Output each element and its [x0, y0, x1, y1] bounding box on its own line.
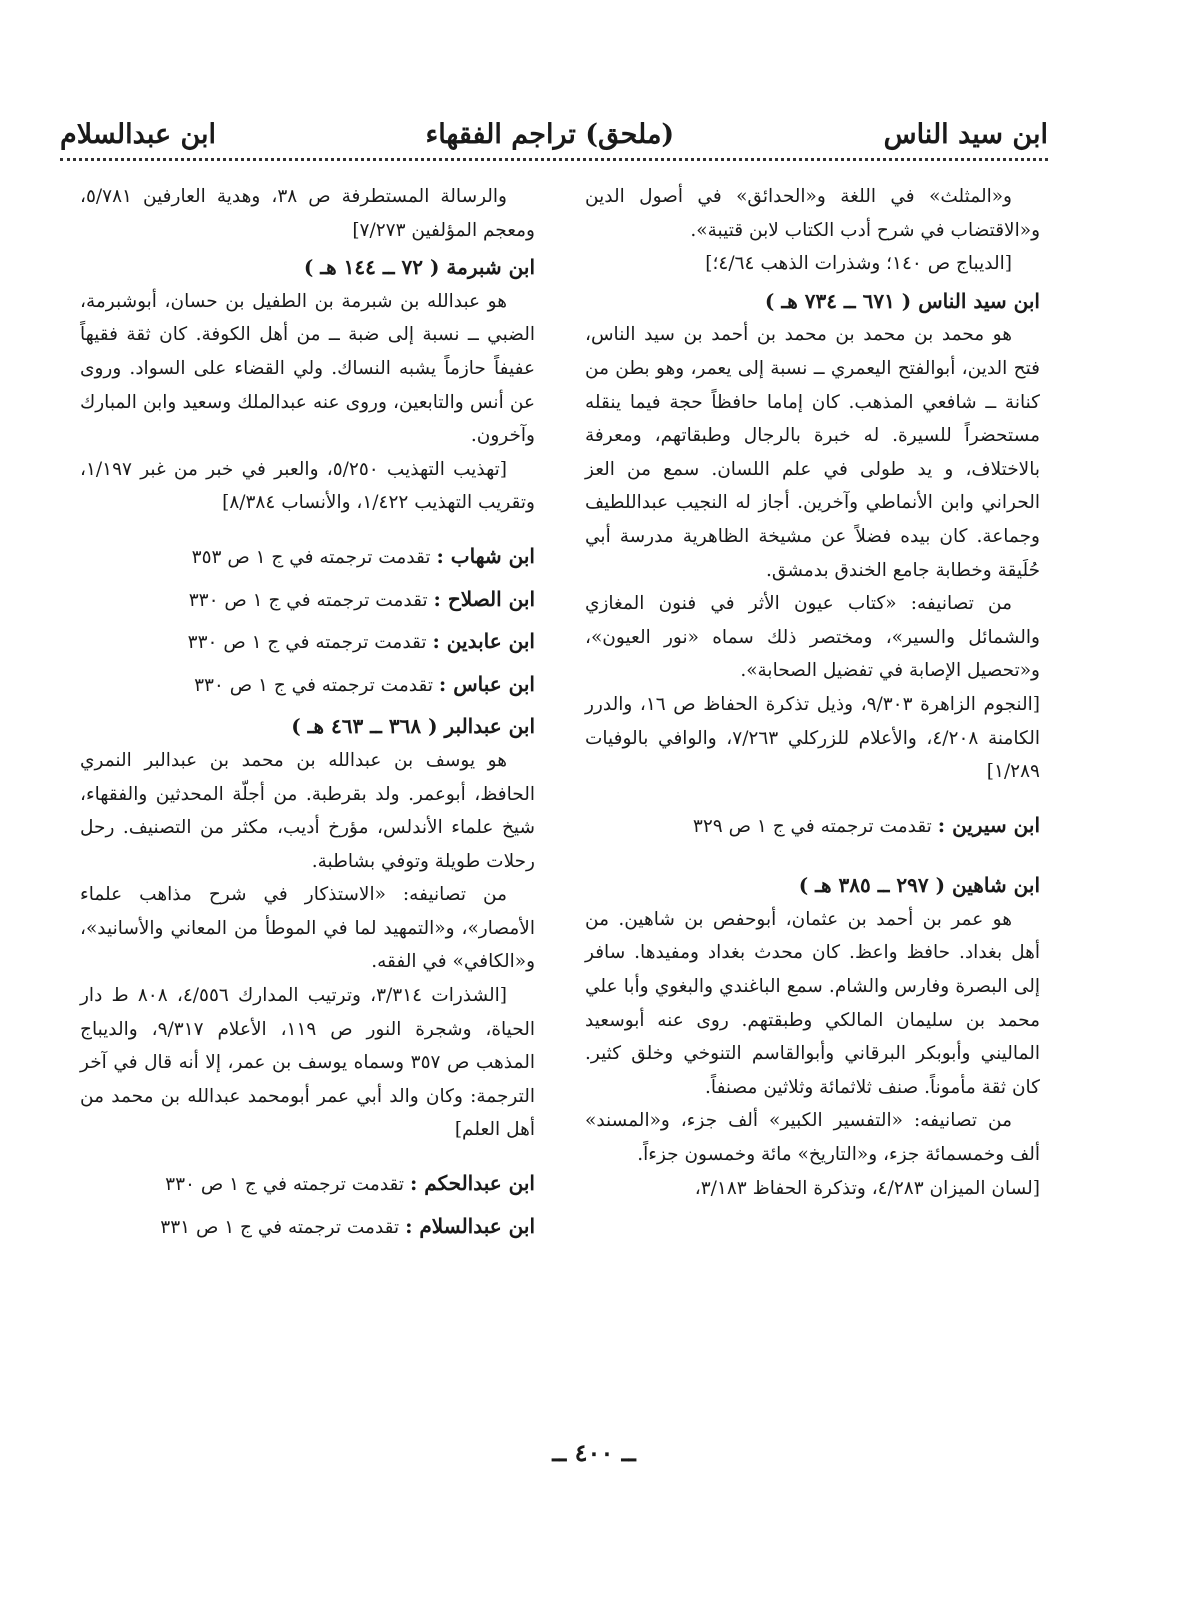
running-header [60, 100, 1048, 161]
cross-reference-text: تقدمت ترجمته في ج ١ ص ٣٣٠ [187, 632, 427, 654]
left-column [80, 180, 535, 1252]
entry-works: من تصانيفه: «التفسير الكبير» ألف جزء، و«المسند» ألف وخمسمائة جزء، و«التاريخ» مائة وخمسون جزءاً. [585, 1110, 1040, 1166]
header-center-title: (ملحق) تراجم الفقهاء [425, 119, 675, 150]
entry-heading-ibn-shahin: ابن شاهين ( ٢٩٧ ــ ٣٨٥ هـ ) [798, 873, 1040, 898]
cross-reference-text: تقدمت ترجمته في ج ١ ص ٣٣١ [160, 1216, 400, 1238]
cross-reference-name: ابن عابدين : [432, 629, 535, 654]
reference-note: [الشذرات ٣/٣١٤، وترتيب المدارك ٤/٥٥٦، ٨٠٨ ط دار الحياة، وشجرة النور ص ١١٩، الأعلام ٩/٣١٧، والديباج المذهب ص ٣٥٧ وسماه يوسف بن عمر، إلا أنه قال في آخر الترجمة: وكان والد أبي عمر أبومحمد عبدالله بن محمد من أهل العلم] [80, 985, 535, 1141]
entry-heading-ibn-shubruma: ابن شبرمة ( ٧٢ ــ ١٤٤ هـ ) [303, 255, 535, 280]
cross-reference-name: ابن عبدالحكم : [409, 1171, 535, 1196]
cross-reference-ibn-sirin [585, 809, 1040, 844]
cross-reference-name: ابن عبدالسلام : [405, 1213, 535, 1238]
reference-note: [لسان الميزان ٤/٢٨٣، وتذكرة الحفاظ ٣/١٨٣، [694, 1177, 1040, 1199]
reference-note: [تهذيب التهذيب ٥/٢٥٠، والعبر في خبر من غبر ١/١٩٧، وتقريب التهذيب ١/٤٢٢، والأنساب ٨/٣٨٤] [80, 458, 535, 514]
cross-reference-name: ابن عباس : [438, 671, 535, 696]
cross-reference-name: ابن الصلاح : [433, 586, 535, 611]
entry-body: هو يوسف بن عبدالله بن محمد بن عبدالبر النمري الحافظ، أبوعمر. ولد بقرطبة. من أجلّة المحدثين والفقهاء، شيخ علماء الأندلس، مؤرخ أديب، مكثر من التصنيف. رحل رحلات طويلة وتوفي بشاطبة. [80, 749, 535, 872]
reference-note: [الديباج ص ١٤٠؛ وشذرات الذهب ٤/٦٤؛] [705, 253, 1012, 275]
cross-reference-text: تقدمت ترجمته في ج ١ ص ٣٣٠ [165, 1174, 405, 1196]
cross-reference-text: تقدمت ترجمته في ج ١ ص ٣٣٠ [188, 589, 428, 611]
cross-reference-text: تقدمت ترجمته في ج ١ ص ٣٥٣ [191, 546, 431, 568]
cross-reference-name: ابن شهاب : [436, 543, 535, 568]
continued-reference: والرسالة المستطرفة ص ٣٨، وهدية العارفين ٥/٧٨١، ومعجم المؤلفين ٧/٢٧٣] [80, 186, 535, 241]
right-column [585, 180, 1040, 1205]
cross-reference-ibn-abd-al-salam [80, 1210, 535, 1245]
cross-reference-text: تقدمت ترجمته في ج ١ ص ٣٣٠ [194, 674, 433, 696]
continued-paragraph: و«المثلث» في اللغة و«الحدائق» في أصول الدين و«الاقتضاب في شرح أدب الكتاب لابن قتيبة». [585, 186, 1040, 241]
cross-reference-ibn-abidin [80, 625, 535, 660]
cross-reference-name: ابن سيرين : [937, 812, 1040, 837]
cross-reference-ibn-abbas [80, 668, 535, 703]
entry-body: هو محمد بن محمد بن محمد بن أحمد بن سيد الناس، فتح الدين، أبوالفتح اليعمري ــ نسبة إلى يعمر، وهو بطن من كنانة ــ شافعي المذهب. كان إماما حافظاً حجة فيما ينقله مستحضراً للسيرة. له خبرة بالرجال وطبقاتهم، ومعرفة بالاختلاف، و يد طولى في علم اللسان. سمع من العز الحراني وابن الأنماطي وآخرين. أجاز له النجيب عبداللطيف وجماعة. كان بيده فضلاً عن مشيخة الظاهرية مدرسة أبي حُلَيقة وخطابة جامع الخندق بدمشق. [585, 324, 1040, 581]
entry-body: هو عمر بن أحمد بن عثمان، أبوحفص بن شاهين. من أهل بغداد. حافظ واعظ. كان محدث بغداد ومفيدها. سافر إلى البصرة وفارس والشام. سمع الباغندي والبغوي وأبا علي محمد بن سليمان المالكي وطبقتهم. روى عنه أبوسعيد الماليني وأبوبكر البرقاني وأبوالقاسم التنوخي وخلق كثير. كان ثقة مأموناً. صنف ثلاثمائة وثلاثين مصنفاً. [585, 908, 1040, 1098]
entry-body: هو عبدالله بن شبرمة بن الطفيل بن حسان، أبوشبرمة، الضبي ــ نسبة إلى ضبة ــ من أهل الكوفة. كان ثقة فقيهاً عفيفاً حازماً يشبه النساك. ولي القضاء على السواد. وروى عن أنس والتابعين، وروى عنه عبدالملك وسعيد وابن المبارك وآخرون. [80, 290, 535, 447]
entry-heading-ibn-sayyid-al-nas: ابن سيد الناس ( ٦٧١ ــ ٧٣٤ هـ ) [764, 288, 1040, 313]
entry-heading-ibn-abd-al-barr: ابن عبدالبر ( ٣٦٨ ــ ٤٦٣ هـ ) [291, 714, 535, 739]
cross-reference-text: تقدمت ترجمته في ج ١ ص ٣٢٩ [692, 815, 932, 837]
cross-reference-ibn-abd-al-hakam [80, 1167, 535, 1202]
cross-reference-ibn-al-salah [80, 583, 535, 618]
reference-note: [النجوم الزاهرة ٩/٣٠٣، وذيل تذكرة الحفاظ ص ١٦، والدرر الكامنة ٤/٢٠٨، والأعلام للزركلي ٧/٢٦٣، والوافي بالوفيات ١/٢٨٩] [585, 693, 1040, 783]
entry-works: من تصانيفه: «كتاب عيون الأثر في فنون المغازي والشمائل والسير»، ومختصر ذلك سماه «نور العيون»، و«تحصيل الإصابة في تفضيل الصحابة». [585, 593, 1040, 682]
cross-reference-ibn-shihab [80, 540, 535, 575]
header-left-title: ابن عبدالسلام [60, 119, 217, 150]
header-right-title: ابن سيد الناس [883, 119, 1048, 150]
page-number: ــ ٤٠٠ ــ [552, 1438, 636, 1467]
entry-works: من تصانيفه: «الاستذكار في شرح مذاهب علماء الأمصار»، و«التمهيد لما في الموطأ من المعاني والأسانيد»، و«الكافي» في الفقه. [80, 884, 535, 973]
